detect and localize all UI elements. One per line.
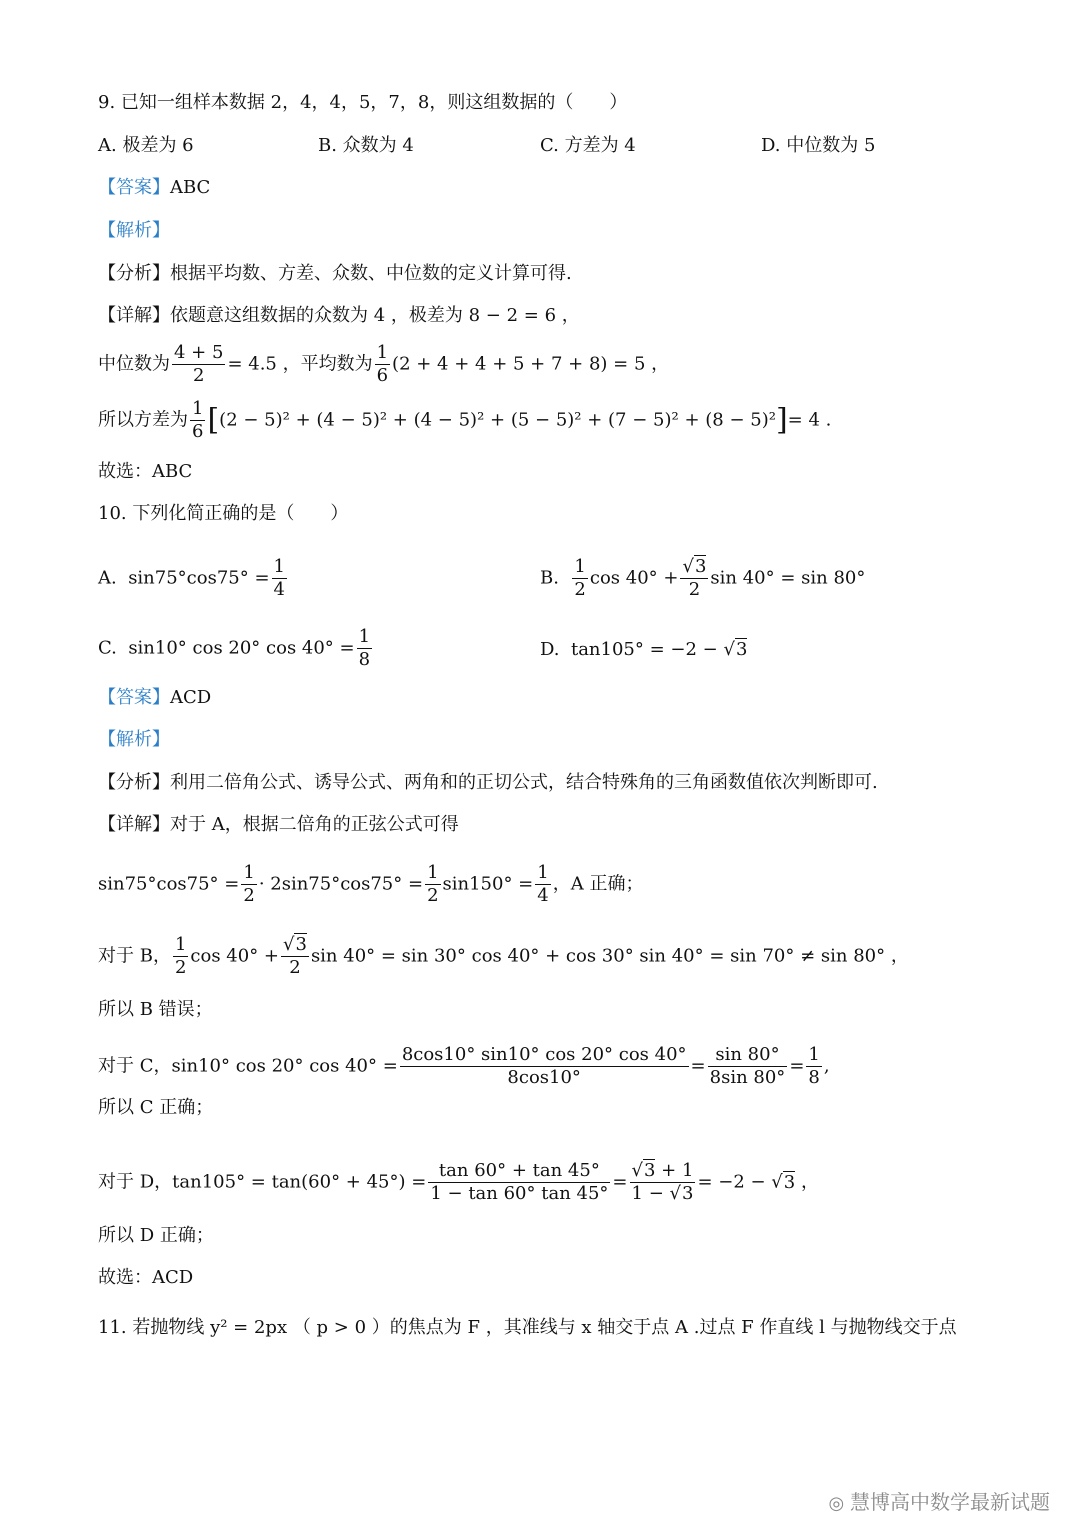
frac-den: 2: [289, 957, 301, 978]
frac-num: 1: [427, 862, 439, 883]
expr: · 2sin75°cos75° =: [258, 873, 424, 895]
q9-detail-line2: [98, 342, 669, 387]
expr: cos 40° +: [190, 945, 279, 967]
answer-tag: 【答案】: [98, 687, 170, 708]
expr: sin75°cos75° =: [98, 873, 240, 895]
frac-num: 1: [537, 862, 549, 883]
variance-label: 所以方差为: [98, 409, 188, 431]
frac-num: 1: [273, 556, 285, 577]
frac-num: 1: [192, 398, 204, 419]
q10-analysis: [98, 771, 878, 795]
option-label: B.: [540, 567, 559, 589]
q10-answer: [98, 686, 211, 710]
fraction: [272, 556, 287, 601]
fraction: [425, 862, 440, 907]
frac-num: √3: [682, 556, 707, 577]
detail-text: 对于 D，: [98, 1171, 173, 1193]
q10-detail-b-end: 所以 B 错误；: [98, 999, 213, 1020]
q11-stem: 11. 若抛物线 y² = 2px （ p > 0 ）的焦点为 F ，其准线与 x 轴交于点 A .过点 F 作直线 l 与抛物线交于点: [98, 1317, 957, 1338]
frac-num: tan 60° + tan 45°: [428, 1160, 610, 1183]
option-expr: sin75°cos75° =: [128, 567, 270, 589]
frac-num: 1: [174, 934, 187, 955]
frac-den: 2: [192, 365, 205, 386]
watermark-text: 慧博高中数学最新试题: [850, 1490, 1050, 1514]
analysis-text: 根据平均数、方差、众数、中位数的定义计算可得.: [170, 263, 572, 284]
q9-jiexi-tag: 【解析】: [98, 220, 170, 241]
fraction: [357, 626, 372, 671]
answer-tag: 【答案】: [98, 177, 170, 198]
answer-value: ACD: [170, 687, 212, 708]
expr: sin150° =: [442, 873, 534, 895]
q9-option-d: D. 中位数为 5: [761, 135, 876, 156]
frac-den: 2: [574, 579, 586, 600]
frac-den: 2: [243, 885, 255, 906]
option-expr: sin 40° = sin 80°: [710, 567, 866, 589]
q10-detail-d: 对于 D，tan105° = tan(60° + 45°) = $\frac{\tan 60^\circ + \tan 45^\circ}{1 - \tan 60^\circ \tan 45^\circ}$ = $\frac{√3 + 1}{1 - √3}$ = −2 − √3 ，: [98, 1160, 819, 1204]
frac-den: 4: [537, 885, 549, 906]
q10-option-c: [98, 626, 374, 671]
detail-tag: 【详解】: [98, 305, 170, 326]
detail-text: 对于 C，: [98, 1055, 172, 1077]
q10-detail-c-end: 所以 C 正确；: [98, 1097, 214, 1118]
variance-fraction: [190, 398, 205, 443]
answer-value: ABC: [170, 177, 211, 198]
fraction: [680, 556, 708, 601]
wechat-icon: ◎: [828, 1493, 845, 1514]
frac-num: 1: [243, 862, 255, 883]
fraction: [806, 1044, 821, 1089]
option-expr: sin10° cos 20° cos 40° =: [128, 637, 355, 659]
frac-num: 8cos10° sin10° cos 20° cos 40°: [401, 1044, 687, 1065]
expr: sin10° cos 20° cos 40° =: [171, 1055, 398, 1077]
fraction: [173, 934, 188, 979]
fraction: [241, 862, 256, 907]
frac-num: 1: [376, 342, 389, 363]
detail-text: 对于 B，: [98, 945, 171, 967]
fraction: [281, 934, 309, 979]
q10-detail-b: [98, 934, 909, 979]
fraction: [535, 862, 550, 907]
expr: ，A 正确；: [552, 873, 644, 895]
q10-detail-c: 对于 C，sin10° cos 20° cos 40° = $\frac{8\cos 10^\circ \sin 10^\circ \cos 20^\circ \cos 40^\circ}{8\cos 10^\circ}$ = $\frac{\sin 80^\circ}{8\sin 80^\circ}$ = $\frac{1}{8}$ ,: [98, 1044, 830, 1088]
q9-conclusion: 故选：ABC: [98, 461, 193, 482]
option-expr: tan105° = −2 −: [570, 639, 724, 660]
q9-option-c: C. 方差为 4: [540, 135, 636, 156]
q9-option-a: A. 极差为 6: [98, 135, 194, 156]
variance-result: = 4 .: [787, 409, 832, 431]
frac-den: 4: [273, 579, 285, 600]
frac-num: 1: [358, 626, 371, 647]
q9-stem: 9. 已知一组样本数据 2，4，4，5，7，8，则这组数据的（ ）: [98, 92, 628, 113]
frac-den: 8cos10°: [507, 1067, 581, 1088]
fraction: [572, 556, 587, 601]
q10-detail-d-end: 所以 D 正确；: [98, 1225, 214, 1246]
mean-fraction: [375, 342, 390, 387]
fraction: [708, 1044, 788, 1089]
frac-den: 8sin 80°: [709, 1067, 786, 1088]
analysis-tag: 【分析】: [98, 263, 170, 284]
fraction: [630, 1160, 696, 1205]
q9-option-b: B. 众数为 4: [318, 135, 414, 156]
detail-tag: 【详解】: [98, 814, 170, 835]
frac-den: 8: [808, 1067, 820, 1088]
analysis-text: 利用二倍角公式、诱导公式、两角和的正切公式，结合特殊角的三角函数值依次判断即可.: [170, 772, 878, 793]
q10-detail-a-intro: [98, 813, 459, 837]
option-expr: cos 40° +: [589, 567, 679, 589]
left-bracket: [: [207, 402, 220, 438]
option-label: A.: [98, 567, 117, 589]
detail-text: 依题意这组数据的众数为 4 ，极差为 8 − 2 = 6 ，: [170, 305, 580, 326]
frac-den: 6: [192, 421, 204, 442]
q10-option-b: [540, 556, 865, 601]
option-label: C.: [98, 637, 117, 659]
analysis-tag: 【分析】: [98, 772, 170, 793]
q9-answer: [98, 176, 210, 200]
frac-num: sin 80°: [708, 1044, 788, 1067]
frac-den: 6: [376, 365, 389, 386]
mean-label: = 4.5 ，平均数为: [227, 353, 373, 375]
median-fraction: [172, 342, 225, 387]
q10-option-a: [98, 556, 289, 601]
q9-analysis: [98, 262, 572, 286]
q9-detail-line1: [98, 304, 580, 328]
median-label: 中位数为: [98, 353, 170, 375]
frac-den: 1 − tan 60° tan 45°: [430, 1183, 609, 1204]
frac-num: √3: [283, 934, 307, 955]
mean-expr: (2 + 4 + 4 + 5 + 7 + 8) = 5 ，: [392, 353, 670, 375]
frac-den: 8: [358, 649, 371, 670]
q10-stem: 10. 下列化简正确的是（ ）: [98, 503, 349, 524]
expr: sin 40° = sin 30° cos 40° + cos 30° sin 40° = sin 70° ≠ sin 80° ，: [310, 945, 909, 967]
q10-option-d: D. tan105° = −2 − √3: [540, 639, 748, 660]
q9-detail-line3: [98, 398, 831, 443]
q10-jiexi-tag: 【解析】: [98, 729, 170, 750]
right-bracket: ]: [775, 402, 788, 438]
frac-num: √3 + 1: [631, 1160, 694, 1181]
option-label: D.: [540, 639, 560, 660]
expr: tan105° = tan(60° + 45°) =: [172, 1171, 427, 1193]
frac-num: 4 + 5: [174, 342, 224, 363]
q10-conclusion: 故选：ACD: [98, 1267, 194, 1288]
q10-detail-a: [98, 862, 643, 907]
variance-expr: (2 − 5)² + (4 − 5)² + (4 − 5)² + (5 − 5)² + (7 − 5)² + (8 − 5)²: [219, 409, 776, 431]
detail-text: 对于 A，根据二倍角的正弦公式可得: [170, 814, 459, 835]
frac-num: 1: [808, 1044, 820, 1065]
frac-den: 2: [174, 957, 187, 978]
fraction: [400, 1044, 689, 1089]
frac-den: 1 − √3: [631, 1183, 694, 1204]
frac-den: 2: [427, 885, 439, 906]
watermark: [829, 1486, 1050, 1515]
fraction: [428, 1160, 610, 1205]
frac-den: 2: [688, 579, 701, 600]
frac-num: 1: [574, 556, 586, 577]
